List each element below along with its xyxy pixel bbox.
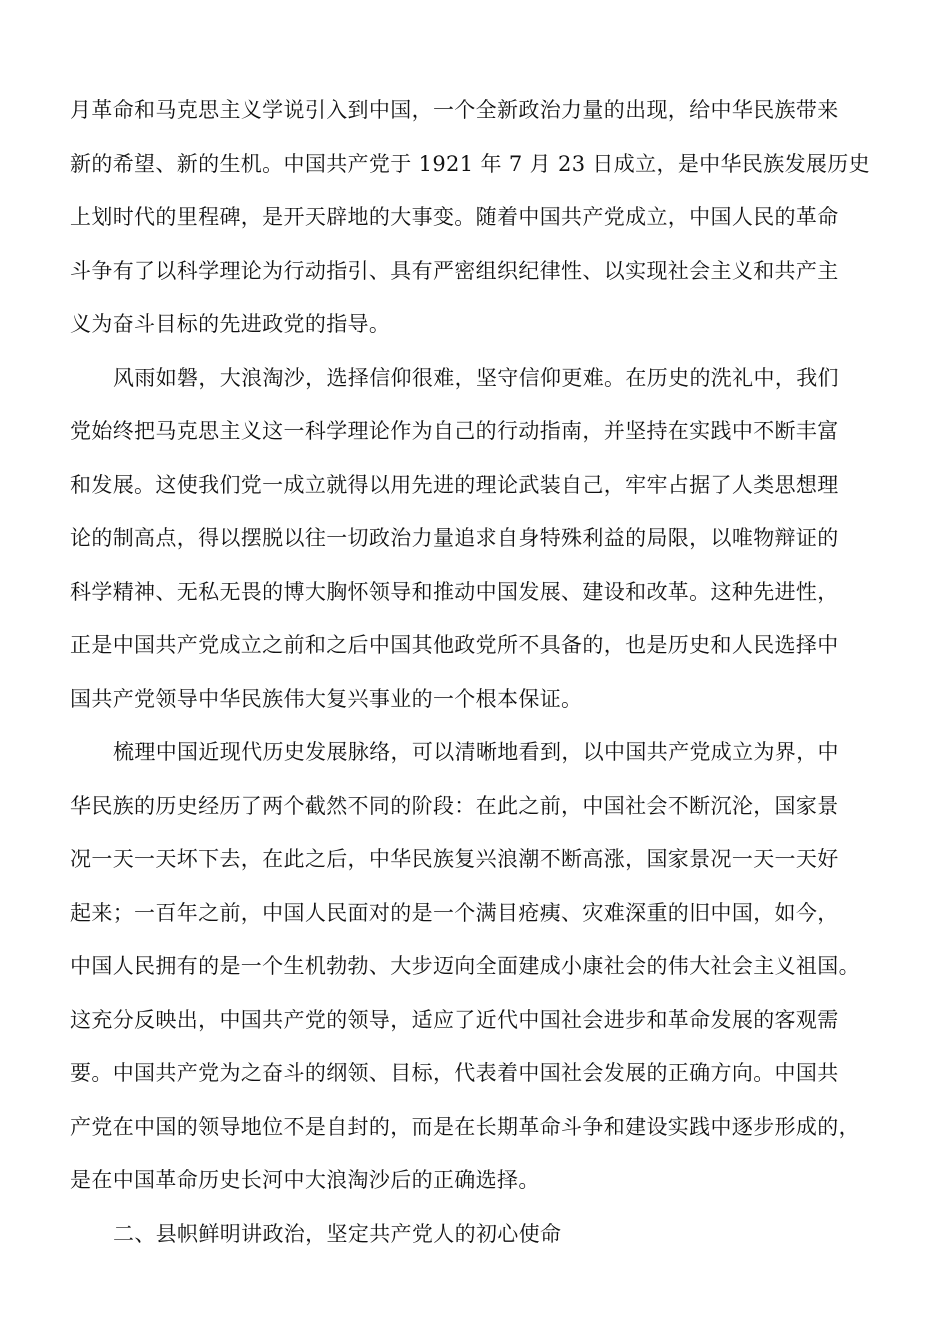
text-line: 论的制高点，得以摆脱以往一切政治力量追求自身特殊利益的局限，以唯物辩证的: [70, 526, 839, 550]
text-line: 上划时代的里程碑，是开天辟地的大事变。随着中国共产党成立，中国人民的革命: [70, 205, 839, 229]
text-line: 和发展。这使我们党一成立就得以用先进的理论武装自己，牢牢占据了人类思想理: [70, 472, 839, 497]
section-heading: [70, 1208, 890, 1262]
text-line: 梳理中国近现代历史发展脉络，可以清晰地看到，以中国共产党成立为界，中: [113, 740, 839, 764]
document-body: [70, 84, 890, 1261]
paragraph-1: [70, 84, 890, 352]
text-line: 义为奋斗目标的先进政党的指导。: [70, 312, 391, 336]
text-line: 起来；一百年之前，中国人民面对的是一个满目疮痍、灾难深重的旧中国，如今，: [70, 900, 839, 925]
text-line: 正是中国共产党成立之前和之后中国其他政党所不具备的，也是历史和人民选择中: [70, 633, 839, 657]
paragraph-2: [70, 352, 890, 727]
text-line: 要。中国共产党为之奋斗的纲领、目标，代表着中国社会发展的正确方向。中国共: [70, 1061, 839, 1085]
paragraph-3: [70, 726, 890, 1208]
text-line: 这充分反映出，中国共产党的领导，适应了近代中国社会进步和革命发展的客观需: [70, 1007, 839, 1032]
text-line: 中国人民拥有的是一个生机勃勃、大步迈向全面建成小康社会的伟大社会主义祖国。: [70, 954, 860, 978]
text-line: 风雨如磐，大浪淘沙，选择信仰很难，坚守信仰更难。在历史的洗礼中，我们: [113, 365, 839, 390]
text-line: 国共产党领导中华民族伟大复兴事业的一个根本保证。: [70, 686, 583, 711]
text-line: 况一天一天坏下去，在此之后，中华民族复兴浪潮不断高涨，国家景况一天一天好: [70, 847, 839, 871]
text-line: 斗争有了以科学理论为行动指引、具有严密组织纪律性、以实现社会主义和共产主: [70, 258, 839, 283]
text-line: 华民族的历史经历了两个截然不同的阶段：在此之前，中国社会不断沉沦，国家景: [70, 793, 839, 818]
text-line: 党始终把马克思主义这一科学理论作为自己的行动指南，并坚持在实践中不断丰富: [70, 419, 839, 443]
text-line: 科学精神、无私无畏的博大胸怀领导和推动中国发展、建设和改革。这种先进性，: [70, 579, 839, 604]
text-line: 新的希望、新的生机。中国共产党于 1921 年 7 月 23 日成立，是中华民族发展历史: [70, 151, 870, 176]
text-line: 是在中国革命历史长河中大浪淘沙后的正确选择。: [70, 1168, 540, 1192]
text-line: 产党在中国的领导地位不是自封的，而是在长期革命斗争和建设实践中逐步形成的，: [70, 1114, 860, 1139]
heading-line: 二、县帜鲜明讲政治，坚定共产党人的初心使命: [113, 1221, 562, 1246]
text-line: 月革命和马克思主义学说引入到中国，一个全新政治力量的出现，给中华民族带来: [70, 98, 839, 122]
